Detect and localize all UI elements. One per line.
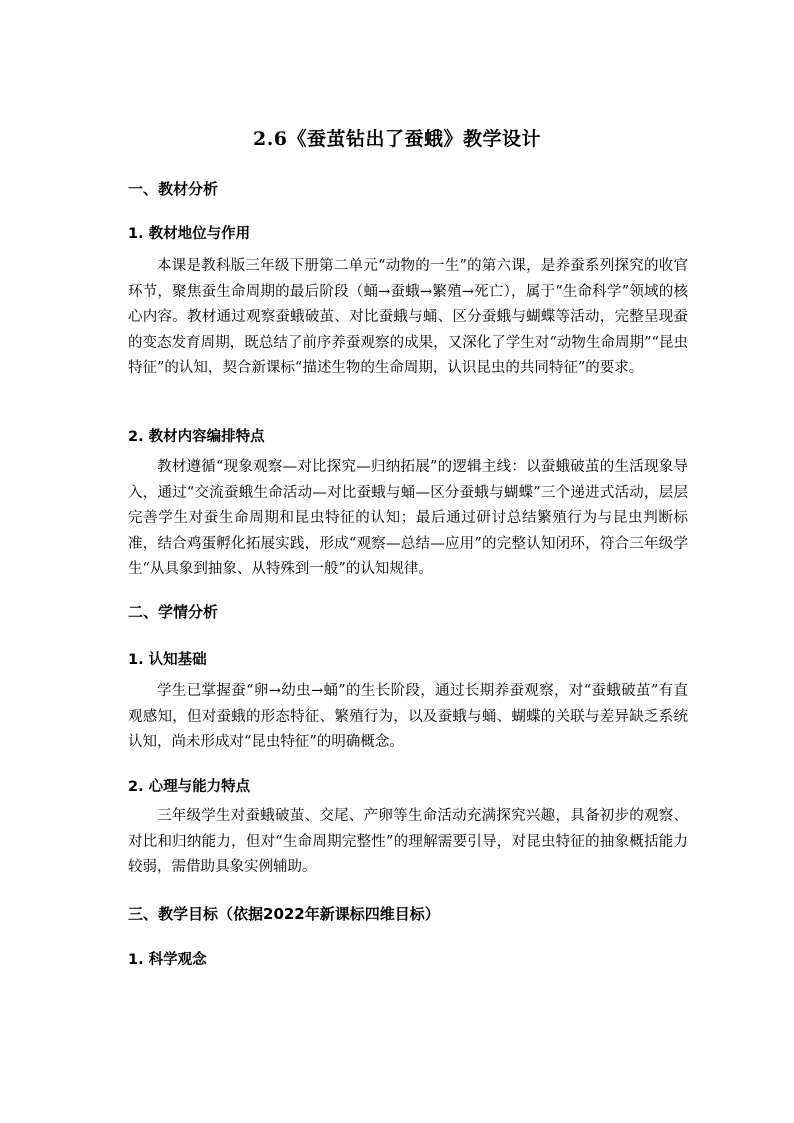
subsection-heading-content-arrangement: 2. 教材内容编排特点 bbox=[128, 429, 265, 445]
subsection-heading-cognitive-basis: 1. 认知基础 bbox=[128, 652, 207, 668]
paragraph-content-arrangement: 教材遵循“现象观察—对比探究—归纳拓展”的逻辑主线：以蚕蛾破茧的生活现象导入，通过“交流蚕蛾生命活动—对比蚕蛾与蛹—区分蚕蛾与蝴蝶”三个递进式活动，层层完善学生对蚕生命周期和昆虫特征的认知；最后通过研讨总结繁殖行为与昆虫判断标准，结合鸡蛋孵化拓展实践，形成“观察—总结—应用”的完整认知闭环，符合三年级学生“从具象到抽象、从特殊到一般”的认知规律。 bbox=[128, 459, 688, 578]
paragraph-cognitive-basis: 学生已掌握蚕“卵→幼虫→蛹”的生长阶段，通过长期养蚕观察，对“蚕蛾破茧”有直观感知，但对蚕蛾的形态特征、繁殖行为，以及蚕蛾与蛹、蝴蝶的关联与差异缺乏系统认知，尚未形成对“昆虫特征”的明确概念。 bbox=[128, 683, 688, 751]
section-heading-learner-analysis: 二、学情分析 bbox=[128, 603, 219, 621]
paragraph-psychology-ability: 三年级学生对蚕蛾破茧、交尾、产卵等生命活动充满探究兴趣，具备初步的观察、对比和归纳能力，但对“生命周期完整性”的理解需要引导，对昆虫特征的抽象概括能力较弱，需借助具象实例辅助。 bbox=[128, 808, 688, 876]
subsection-heading-psychology-ability: 2. 心理与能力特点 bbox=[128, 779, 251, 795]
paragraph-position-role: 本课是教科版三年级下册第二单元“动物的一生”的第六课，是养蚕系列探究的收官环节，聚焦蚕生命周期的最后阶段（蛹→蚕蛾→繁殖→死亡），属于“生命科学”领域的核心内容。教材通过观察蚕蛾破茧、对比蚕蛾与蛹、区分蚕蛾与蝴蝶等活动，完整呈现蚕的变态发育周期，既总结了前序养蚕观察的成果，又深化了学生对“动物生命周期”“昆虫特征”的认知，契合新课标“描述生物的生命周期，认识昆虫的共同特征”的要求。 bbox=[128, 258, 688, 377]
section-heading-teaching-objectives: 三、教学目标（依据2022年新课标四维目标） bbox=[128, 905, 440, 923]
subsection-heading-position-role: 1. 教材地位与作用 bbox=[128, 226, 251, 242]
document-title: 2.6《蚕茧钻出了蚕蛾》教学设计 bbox=[252, 128, 542, 150]
section-heading-textbook-analysis: 一、教材分析 bbox=[128, 180, 219, 198]
subsection-heading-scientific-concepts: 1. 科学观念 bbox=[128, 952, 207, 968]
